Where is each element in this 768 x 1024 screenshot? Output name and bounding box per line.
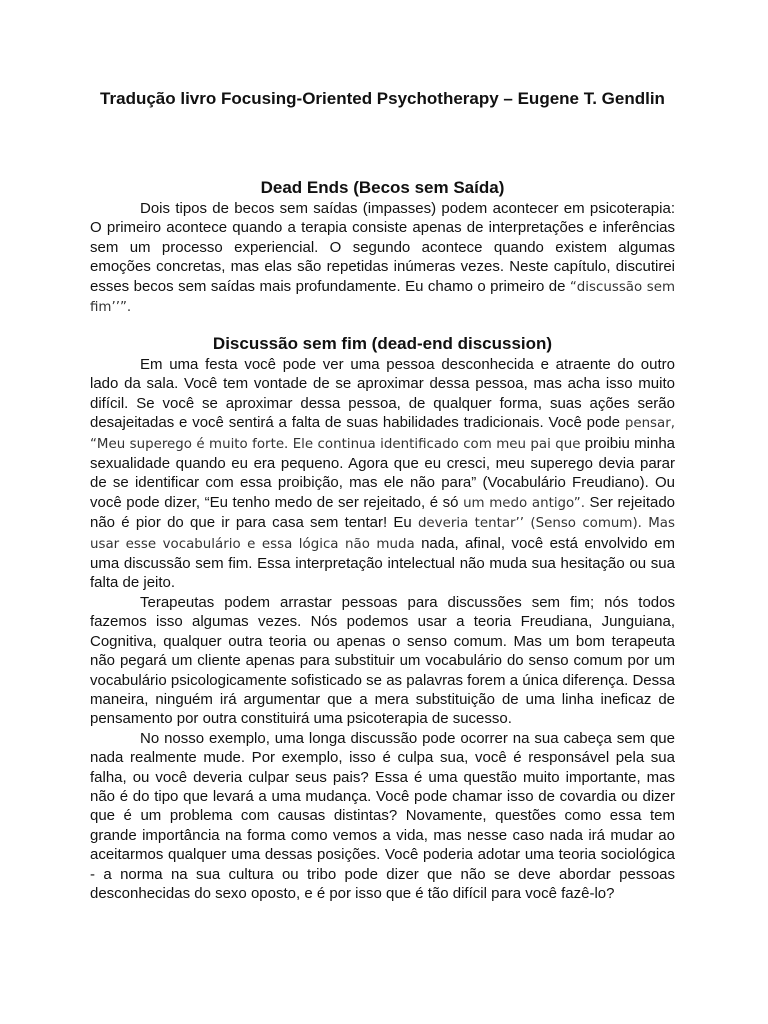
section-heading-dead-ends: Dead Ends (Becos sem Saída) [260, 178, 505, 197]
paragraph-example: No nosso exemplo, uma longa discussão pode ocorrer na sua cabeça sem que nada realmente mude. Por exemplo, isso é culpa sua, você é responsável pela sua falha, ou você deveria culpar seus pais? Essa é uma questão muito importante, mas não é do tipo que levará a uma mudança. Você pode chamar isso de covardia ou dizer que é um problema com causas distintas? Novamente, questões como essa tem grande importância na forma como vemos a vida, mas nesse caso nada irá mudar ao aceitarmos qualquer uma dessas posições. Você poderia adotar uma teoria sociológica - a norma na sua cultura ou tribo pode dizer que não se deve abordar pessoas desconhecidas do sexo oposto, e é por isso que é tão difícil para você fazê-lo? [90, 729, 675, 902]
paragraph-text-part: nada, afinal, você está envolvido em uma discussão sem fim. Essa interpretação intelectual não muda sua hesitação ou sua falta de jeito. [90, 534, 675, 592]
paragraph-text-part: proibiu minha sexualidade quando eu era pequeno. Agora que eu cresci, meu superego devia parar de se identificar com essa proibição, mas ele não para” (Vocabulário Freudiano). Ou você pode dizer, “Eu tenho medo de ser rejeitado, é só [90, 434, 676, 511]
paragraph-text-part: Em uma festa você pode ver uma pessoa desconhecida e atraente do outro lado da sala. Você tem vontade de se aproximar dessa pessoa, mas acha isso muito difícil. Se você se aproximar dessa pessoa, de qualquer forma, suas ações serão desajeitadas e você sentirá a falta de suas habilidades tradicionais. Você pode [90, 356, 675, 432]
paragraph-dead-ends-intro [90, 199, 675, 317]
paragraph-text: Dois tipos de becos sem saídas (impasses) podem acontecer em psicoterapia: O primeiro acontece quando a terapia consiste apenas de interpretações e inferências sem um processo experiencial. O segundo acontece quando existem algumas emoções concretas, mas elas são repetidas inúmeras vezes. Neste capítulo, discutirei esses becos sem saídas mais profundamente. Eu chamo o primeiro de [90, 200, 675, 295]
quoted-speech: deveria tentar’’ (Senso comum). Mas usar esse vocabulário e essa lógica não muda [90, 516, 675, 552]
paragraph-therapists: Terapeutas podem arrastar pessoas para discussões sem fim; nós todos fazemos isso algumas vezes. Nós podemos usar a teoria Freudiana, Junguiana, Cognitiva, qualquer outra teoria ou apenas o senso comum. Mas um bom terapeuta não pegará um cliente apenas para substituir um vocabulário do senso comum por um vocabulário psicologicamente sofisticado se as palavras forem a única diferença. Dessa maneira, ninguém irá argumentar que a mera substituição de uma linha ineficaz de pensamento por outra constituirá uma psicoterapia de sucesso. [90, 593, 675, 728]
quoted-term: “discussão sem fim’’”. [90, 279, 675, 316]
paragraph-party-example [90, 355, 675, 593]
section-body-dead-ends [90, 199, 675, 317]
quoted-speech: pensar, “Meu superego é muito forte. Ele continua identificado com meu pai que [90, 416, 675, 452]
section-body-discussion [90, 355, 675, 903]
paragraph-text-part: Ser rejeitado não é pior do que ir para casa sem tentar! Eu [90, 493, 676, 532]
quoted-speech: um medo antigo”. [463, 495, 585, 511]
document-title: Tradução livro Focusing-Oriented Psychotherapy – Eugene T. Gendlin [100, 89, 665, 108]
section-heading-discussion: Discussão sem fim (dead-end discussion) [212, 334, 553, 353]
